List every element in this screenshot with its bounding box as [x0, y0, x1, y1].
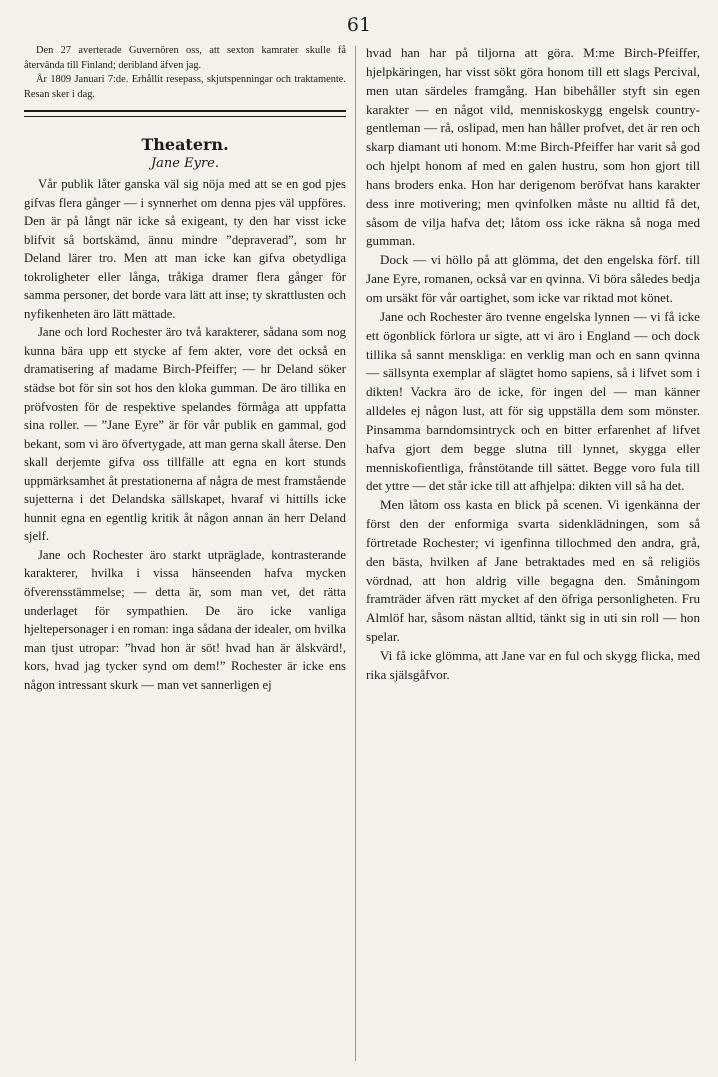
section-heading: Theatern.: [141, 135, 229, 154]
page-number: 61: [346, 14, 372, 36]
section-subtitle: Jane Eyre.: [150, 156, 220, 171]
notice-block: [24, 44, 346, 102]
article-right: [366, 44, 700, 685]
section-rule: [24, 110, 346, 117]
right-column: [366, 44, 700, 1064]
article-paragraph: Vi få icke glömma, att Jane var en ful och skygg flicka, med rika själsgåfvor.: [366, 648, 700, 682]
article-left: [24, 175, 346, 694]
article-paragraph: hvad han har på tiljorna att göra. M:me Birch-Pfeiffer, hjelpkäringen, har visst sökt göra honom till ett slags Percival, men utan särdeles framgång. Han bibehåller styft sin egen karakter — en något vild, menniskoskygg engelsk country-gentleman — rå, oslipad, men han håller profvet, det är ren och skarp diamant uti honom. M:me Birch-Pfeiffer har varit så god och hjelpt honom af med en galen hustru, som hon gjort till hans broders enka. Hon har derigenom beröfvat hans karakter dess inre motivering; men qvinfolken måste nu alltid få det, såsom de vilja hafva det; låtom oss icke räkna så noga med gumman.: [366, 45, 700, 249]
article-paragraph: Jane och Rochester äro starkt utpräglade, kontrasterande karakterer, hvilka i vissa hänseenden hafva mycken öfverensstämmelse; — detta är, som man vet, det rätta underlaget för sympathien. De äro icke vanliga hjeltepersonager i en roman: inga sådana der idealer, om hvilka man tjust utropar: ”hvad hon är söt! hvad han är älskvärd!, kors, hvad jag tycker synd om dem!” Rochester är icke ens någon intressant skurk — man vet sannerligen ej: [24, 547, 346, 692]
article-paragraph: Dock — vi höllo på att glömma, det den engelska förf. till Jane Eyre, romanen, också var en qvinna. Vi böra således bedja om ursäkt för vår oartighet, som icke var riktad mot könet.: [366, 252, 700, 305]
column-divider: [355, 46, 356, 1061]
notice-paragraph: Den 27 averterade Guvernören oss, att sexton kamrater skulle få återvända till Finland; deribland äfven jag.: [24, 45, 346, 71]
article-paragraph: Jane och Rochester äro tvenne engelska lynnen — vi få icke ett ögonblick förlora ur sigte, att vi äro i England — och dock tillika så sannt menskliga: en verklig man och en sann qvinna — sällsynta exemplar af slägtet homo sapiens, så i lifvet som i dikten! Vackra äro de icke, för ingen del — man känner alldeles ej någon lust, att för sig uppställa dem som mönster. Pinsamma barndomsintryck och en bitter erfarenhet af lifvet hafva gjort dem begge slutna till lynnet, skygga eller menniskofientliga, frånstötande till sättet. Begge voro fula till det yttre — det står icke till att afhjelpa: dikten vill så ha det.: [366, 308, 700, 494]
article-paragraph: Men låtom oss kasta en blick på scenen. Vi igenkänna der först den der enformiga svarta sidenklädningen, som så förtretade Rochester; vi igenfinna tillochmed den andra, grå, den bästa, hvilken af Jane betraktades med en så religiös vördnad, att hon aldrig ville begagna den. Småningom framträder äfven rätt mycket af den öfriga personligheten. Fru Almlöf har, såsom nästan alltid, tänkt sig in uti sin roll — hon spelar.: [366, 497, 700, 645]
notice-paragraph: År 1809 Januari 7:de. Erhållit resepass, skjutspenningar och traktamente. Resan sker i dag.: [24, 74, 346, 100]
article-paragraph: Jane och lord Rochester äro två karakterer, sådana som nog kunna bära upp ett stycke af fem akter, vore det också en dramatisering af madame Birch-Pfeiffer; — hr Deland söker städse bot för sin sot hos den kloka gumman. De äro tillika en pröfvosten för de respektive spelandes förmåga att uppfatta sina roller. — ”Jane Eyre” är för vår publik en gammal, god bekant, som vi äro öfvertygade, att man gerna skall återse. Den skall derjemte gifva oss tillfälle att egna en kort stunds uppmärksamhet åt prestationerna af några de mest framstående sujetterna i det Delandska sällskapet, hvaraf vi hittills icke hunnit egna en egentlig kritik åt någon annan än herr Deland sjelf.: [24, 325, 346, 544]
article-paragraph: Vår publik låter ganska väl sig nöja med att se en god pjes gifvas flera gånger — i synnerhet om denna pjes väl uppföres. Den är på långt när icke så exigeant, ty den har visst icke blifvit så bortskämd, ännu mindre ”depraverad”, som hr Deland lärer tro. Men att man icke kan gifva obetydliga tokroligheter eller långa, tråkiga dramer flera gånger för samma personer, det borde vara lätt att inse; ty skrattlusten och nyfikenheten äro lätt mättade.: [24, 177, 346, 321]
left-column: [24, 44, 346, 1064]
